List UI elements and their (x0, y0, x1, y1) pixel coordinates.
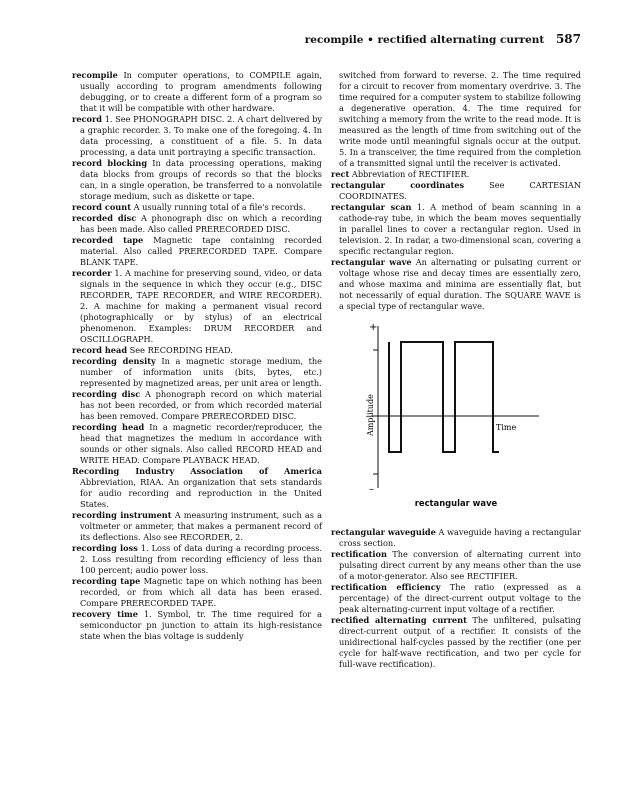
entry-definition: In computer operations, to COMPILE again, usually according to program amendments following debugging, or to create a different form of a program so that it will be compatible with other hardware. (80, 70, 322, 113)
entry-term: Recording Industry Association of America (72, 466, 322, 476)
page-number: 587 (555, 32, 581, 46)
entry-definition: A usually running total of a file's records. (133, 202, 306, 212)
dictionary-entry (72, 268, 322, 345)
entry-definition: In data processing operations, making data blocks from groups of records so that the blocks can, in a single operation, be transferred to a nonvolatile storage medium, such as diskette or tape. (80, 158, 322, 201)
entry-definition: Magnetic tape containing recorded material. Also called PRERECORDED TAPE. Compare BLANK TAPE. (80, 235, 322, 267)
dictionary-entry (331, 202, 581, 257)
entry-term: recording loss (72, 543, 138, 553)
right-column (331, 70, 581, 670)
dictionary-entry (331, 169, 581, 180)
entry-definition: 1. Symbol, tr. The time required for a semiconductor pn junction to attain its high-resistance state when the bias voltage is suddenly (80, 609, 322, 641)
entry-definition: A measuring instrument, such as a voltmeter or ammeter, that makes a permanent record of its deflections. Also see RECORDER, 2. (80, 510, 322, 542)
entry-term: rect (331, 169, 350, 179)
dictionary-entry (72, 114, 322, 158)
dictionary-entry (72, 576, 322, 609)
entry-term: recovery time (72, 609, 138, 619)
entry-definition: In a magnetic storage medium, the number of information units (bits, bytes, etc.) represented by magnetized areas, per unit area or length. (80, 356, 322, 388)
dictionary-entry (331, 257, 581, 312)
dictionary-entry (72, 422, 322, 466)
rectangular-wave-figure (331, 318, 581, 494)
dictionary-entry (72, 202, 322, 213)
entry-definition: switched from forward to reverse. 2. The time required for a circuit to recover from momentary overdrive. 3. The time required for a computer system to stabilize following a degenerative operation. 4. The time required for switching a memory from the write to the read mode. It is measured as the length of time from switching out of the write mode until meaningful signals occur at the output. 5. In a transceiver, the time required from the completion of a transmitted signal until the receiver is activated. (339, 70, 581, 168)
left-column (72, 70, 322, 642)
dictionary-entry (72, 70, 322, 114)
dictionary-entry (72, 543, 322, 576)
entry-definition: 1. A machine for preserving sound, video, or data signals in the sequence in which they occur (e.g., DISC RECORDER, TAPE RECORDER, and WIRE RECORDER). 2. A machine for making a permanent visual record (photographically or by stylus) of an electrical phenomenon. Examples: DRUM RECORDER and OSCILLOGRAPH. (80, 268, 322, 344)
dictionary-entry (72, 466, 322, 510)
entry-term: recording instrument (72, 510, 172, 520)
running-head-text: recompile • rectified alternating current (304, 34, 545, 46)
running-header (70, 32, 581, 48)
entry-term: rectangular coordinates (331, 180, 465, 190)
entry-definition: The unfiltered, pulsating direct-current output of a rectifier. It consists of the unidirectional half-cycles passed by the rectifier (one per cycle for half-wave rectification, and two per cycle for full-wave rectification). (339, 615, 581, 669)
minus-label: – (369, 484, 374, 494)
entry-term: recorded disc (72, 213, 137, 223)
entry-definition: A waveguide having a rectangular cross section. (339, 527, 581, 548)
right-column-bottom-entries (331, 527, 581, 670)
entry-term: rectified alternating current (331, 615, 467, 625)
entry-term: rectangular scan (331, 202, 412, 212)
entry-term: rectangular waveguide (331, 527, 436, 537)
entry-definition: 1. See PHONOGRAPH DISC. 2. A chart delivered by a graphic recorder. 3. To make one of the foregoing. 4. In data processing, a constituent of a file. 5. In data processing, a data unit portraying a specific transaction. (80, 114, 323, 157)
dictionary-entry (72, 213, 322, 235)
figure-caption: rectangular wave (414, 498, 498, 508)
entry-term: recording tape (72, 576, 141, 586)
entry-definition: An alternating or pulsating current or voltage whose rise and decay times are essentially zero, and whose maxima and minima are essentially flat, but not necessarily of equal duration. The SQUARE WAVE is a special type of rectangular wave. (339, 257, 582, 311)
entry-term: recorded tape (72, 235, 144, 245)
dictionary-entry (331, 180, 581, 202)
entry-definition: See RECORDING HEAD. (129, 345, 233, 355)
right-column-top-entries (331, 70, 581, 312)
dictionary-entry (331, 549, 581, 582)
entry-definition: 1. Loss of data during a recording process. 2. Loss resulting from recording efficiency of less than 100 percent; audio power loss. (80, 543, 322, 575)
entry-term: rectangular wave (331, 257, 412, 267)
entry-term: rectification efficiency (331, 582, 441, 592)
entry-term: recording head (72, 422, 145, 432)
entry-term: record head (72, 345, 128, 355)
entry-definition: Abbreviation of RECTIFIER. (351, 169, 470, 179)
entry-term: rectification (331, 549, 387, 559)
entry-term: recording disc (72, 389, 141, 399)
entry-definition: Magnetic tape on which nothing has been recorded, or from which all data has been erased. Compare PRERECORDED TAPE. (80, 576, 322, 608)
entry-term: record (72, 114, 103, 124)
dictionary-entry (331, 582, 581, 615)
entry-definition: See CARTESIAN COORDINATES. (339, 180, 581, 201)
dictionary-entry (331, 527, 581, 549)
rectangular-wave-diagram (331, 318, 581, 494)
dictionary-entry (72, 345, 322, 356)
entry-definition: A phonograph record on which material has not been recorded, or from which recorded material has been removed. Compare PRERECORDED DISC. (80, 389, 322, 421)
dictionary-entry (72, 235, 322, 268)
entry-term: record count (72, 202, 131, 212)
dictionary-entry (72, 389, 322, 422)
entry-term: recorder (72, 268, 112, 278)
dictionary-entry (72, 356, 322, 389)
entry-definition: A phonograph disc on which a recording has been made. Also called PRERECORDED DISC. (80, 213, 322, 234)
plus-label: + (369, 322, 378, 333)
dictionary-entry (72, 609, 322, 642)
y-axis-label: Amplitude (366, 394, 375, 436)
entry-term: record blocking (72, 158, 148, 168)
entry-definition: The conversion of alternating current into pulsating direct current by any means other than the use of a motor-generator. Also see RECTIFIER. (339, 549, 581, 581)
entry-definition: 1. A method of beam scanning in a cathode-ray tube, in which the beam moves sequentially in parallel lines to cover a rectangular region. Used in television. 2. In radar, a two-dimensional scan, covering a specific rectangular region. (339, 202, 581, 256)
dictionary-entry (72, 510, 322, 543)
entry-term: recompile (72, 70, 118, 80)
dictionary-entry (72, 158, 322, 202)
entry-definition: The ratio (expressed as a percentage) of the direct-current output voltage to the peak alternating-current input voltage of a rectifier. (339, 582, 582, 614)
dictionary-entry (331, 615, 581, 670)
entry-definition: In a magnetic recorder/reproducer, the head that magnetizes the medium in accordance with sounds or other signals. Also called RECORD HEAD and WRITE HEAD. Compare PLAYBACK HEAD. (80, 422, 323, 465)
x-axis-label: Time (496, 423, 517, 432)
dictionary-entry (331, 70, 581, 169)
rectangular-wave-trace (389, 342, 499, 452)
entry-term: recording density (72, 356, 156, 366)
entry-definition: Abbreviation, RIAA. An organization that sets standards for audio recording and reproduction in the United States. (80, 477, 322, 509)
